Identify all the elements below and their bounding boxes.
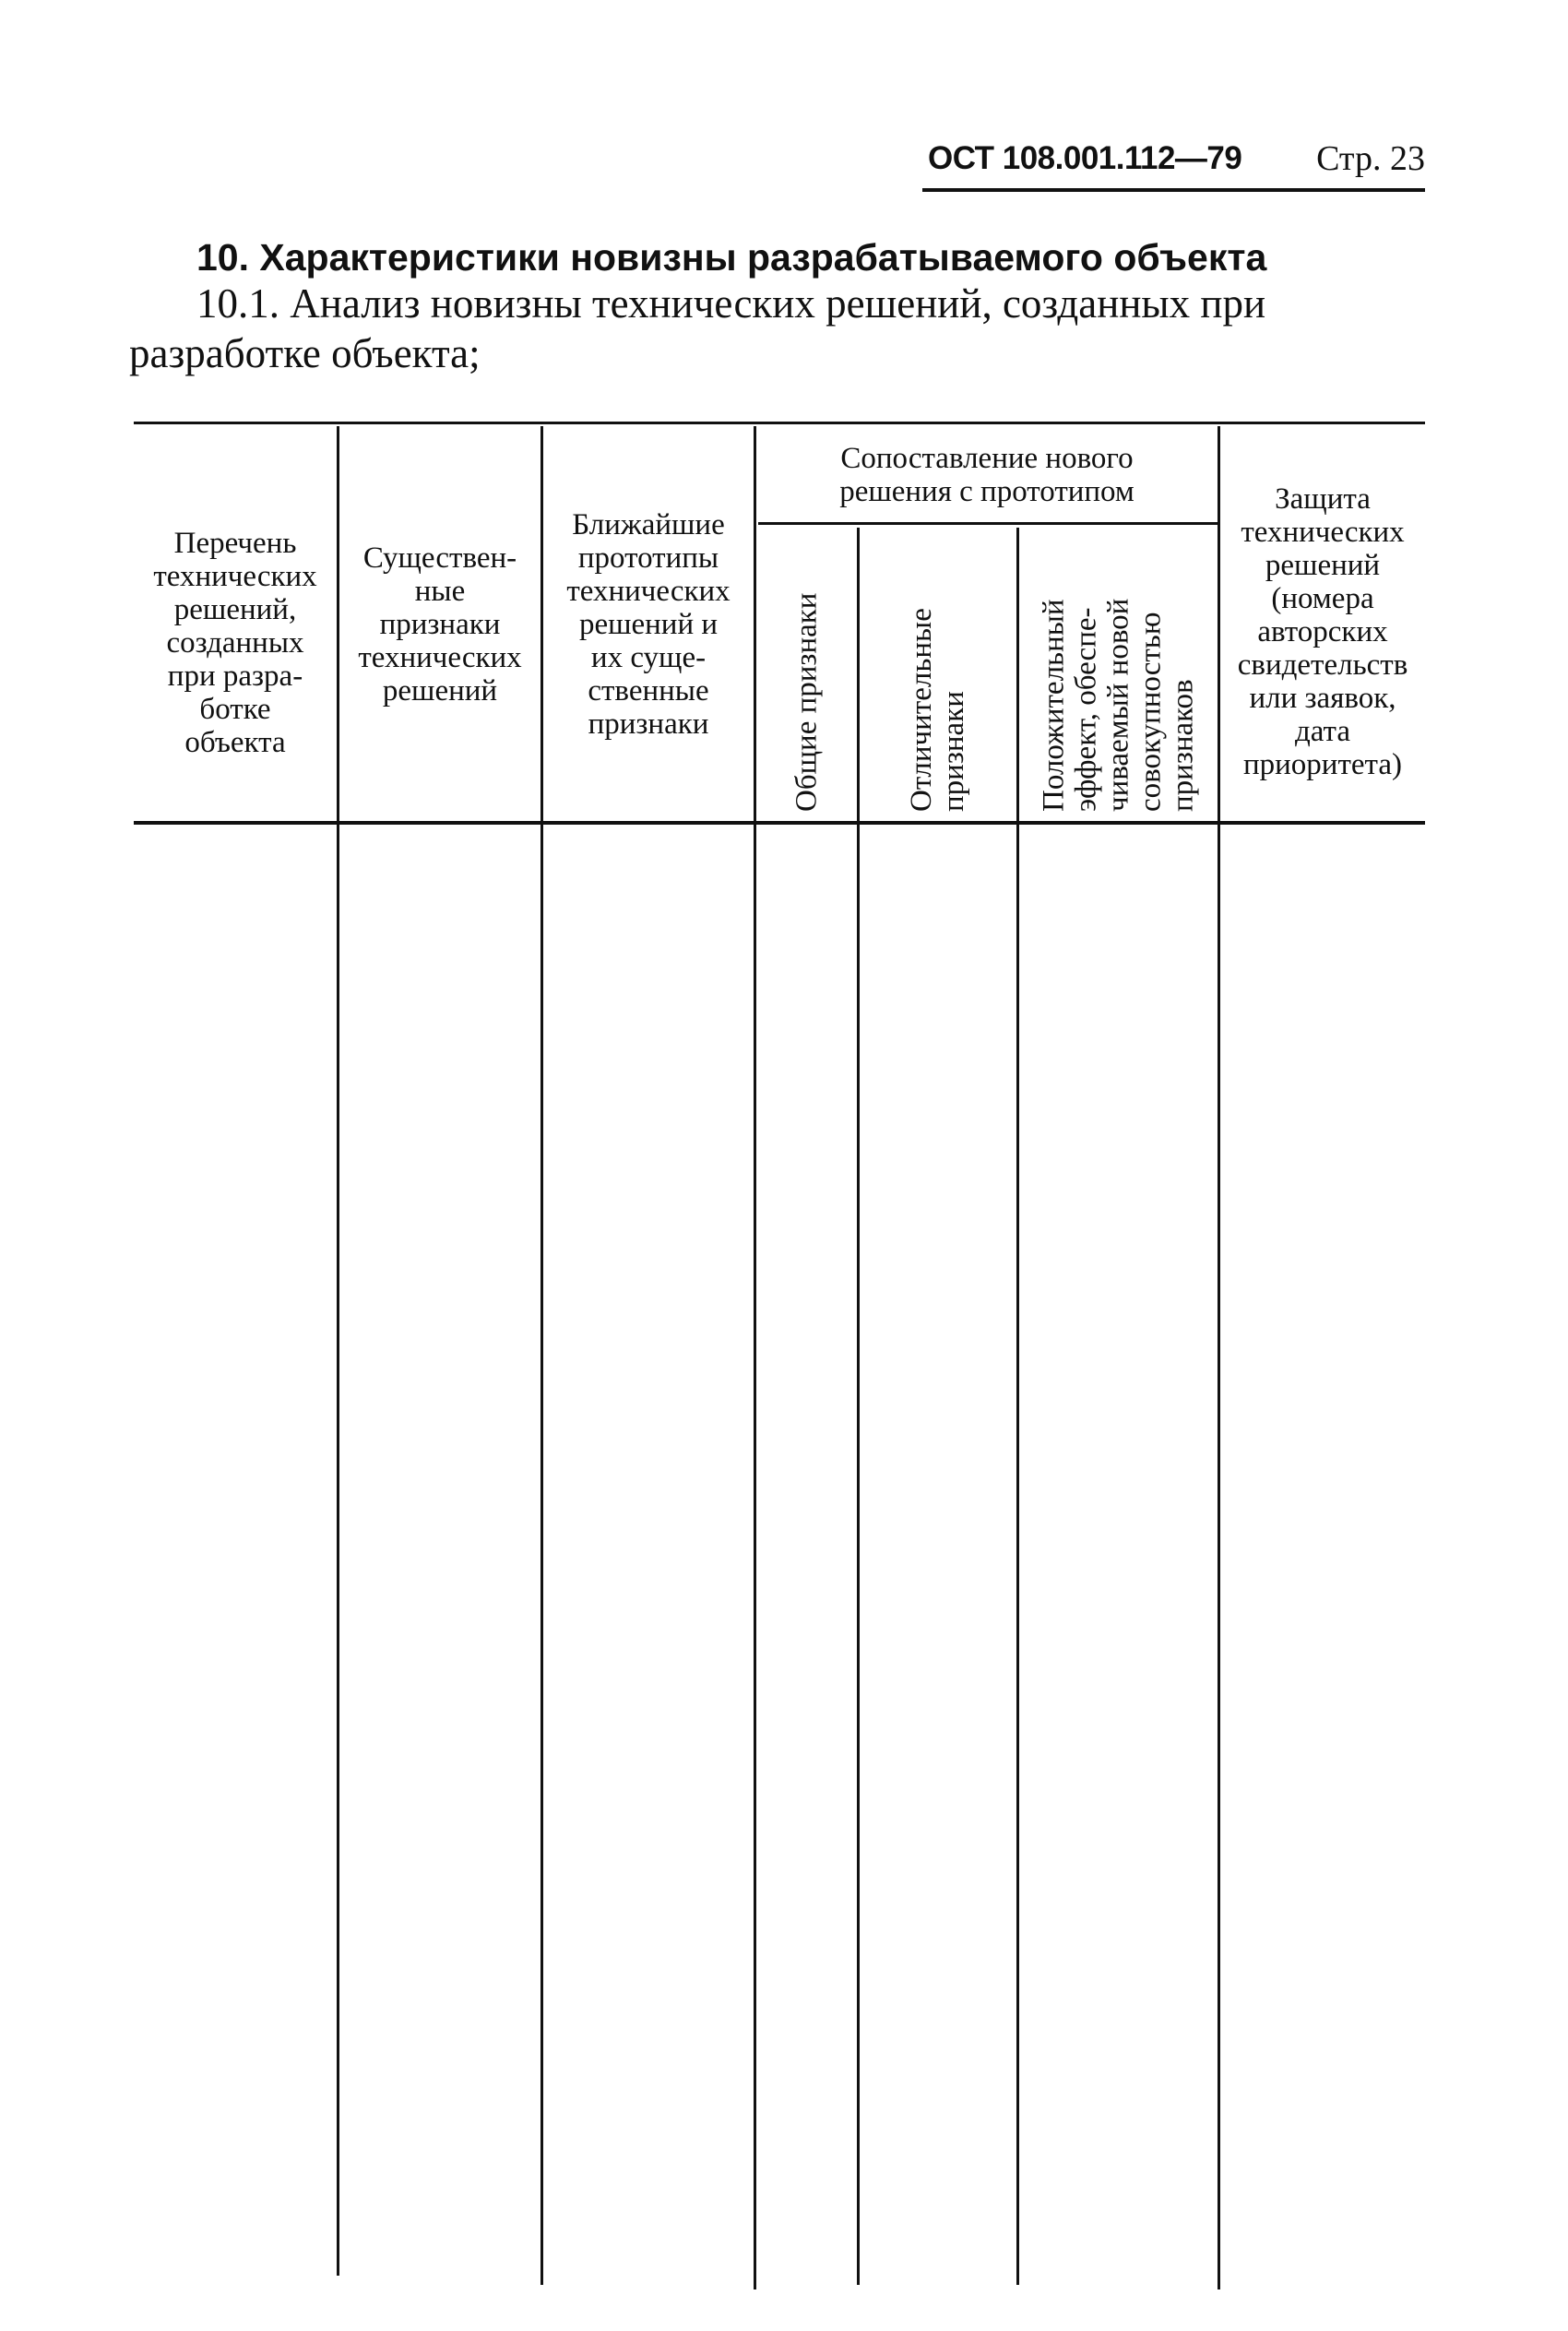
header-cell-line: решений [382,674,498,708]
header-cell-line: их суще- [590,641,707,674]
header-cell-protection [1220,472,1425,791]
header-cell-line: Положительный [1037,598,1070,812]
header-cell-line: Защита [1275,482,1371,516]
header-group-comparison [756,433,1218,517]
header-cell-line: технических [1241,515,1405,549]
header-cell-essential-features [339,532,540,717]
header-cell-line: (номера [1271,581,1374,615]
header-cell-line: Сопоставление нового [840,442,1134,475]
header-cell-prototypes [543,500,754,749]
header-cell-distinctive-features [860,525,1016,821]
header-cell-positive-effect [1019,525,1218,821]
header-cell-line: ственные [588,674,709,708]
header-cell-line: ные [414,575,466,608]
header-cell-line: ботке [199,693,271,726]
novelty-analysis-table [134,422,1425,2289]
header-cell-line: объекта [184,726,286,759]
table-header-rule [134,821,1425,825]
header-cell-line: или заявок, [1249,681,1396,715]
header-cell-line: прототипы [577,541,719,575]
header-cell-line: решений, [173,593,297,626]
subsection-text: 10.1. Анализ новизны технических решений, созданных при разработке объекта; [129,280,1266,376]
header-cell-line: технических [153,560,317,593]
page-header [922,138,1425,192]
section-title: 10. Характеристики новизны разрабатываемого объекта [196,236,1267,279]
header-cell-line: технических [566,575,731,608]
header-cell-line: совокупностью [1134,612,1167,812]
header-cell-line: дата [1294,714,1351,748]
header-cell-solutions-list [134,505,337,781]
document-code: ОСТ 108.001.112—79 [928,140,1242,176]
header-cell-line: чиваемый новой [1101,598,1134,812]
header-cell-line: авторских [1257,614,1388,648]
header-cell-line: Общие признаки [790,592,823,812]
header-cell-line: Перечень [173,527,297,560]
table-top-rule [134,422,1425,424]
header-cell-common-features [756,525,857,821]
header-cell-line: технических [358,641,522,674]
header-cell-line: решения с прототипом [839,475,1134,508]
header-cell-line: признаки [379,608,501,641]
header-cell-line: свидетельств [1237,648,1408,682]
header-cell-line: признаки [937,690,970,812]
header-cell-line: признаки [588,708,709,741]
header-cell-line: приоритета) [1242,747,1402,781]
header-cell-line: Ближайшие [572,508,725,541]
header-cell-line: при разра- [167,660,303,693]
page-number: Стр. 23 [1316,139,1425,178]
header-cell-line: Существен- [362,541,517,575]
header-cell-line: Отличительные [905,607,938,812]
header-cell-line: решений и [578,608,719,641]
header-cell-line: признаков [1166,678,1199,812]
header-cell-line: решений [1265,548,1381,582]
header-cell-line: созданных [166,626,304,660]
header-cell-line: эффект, обеспе- [1069,607,1102,812]
